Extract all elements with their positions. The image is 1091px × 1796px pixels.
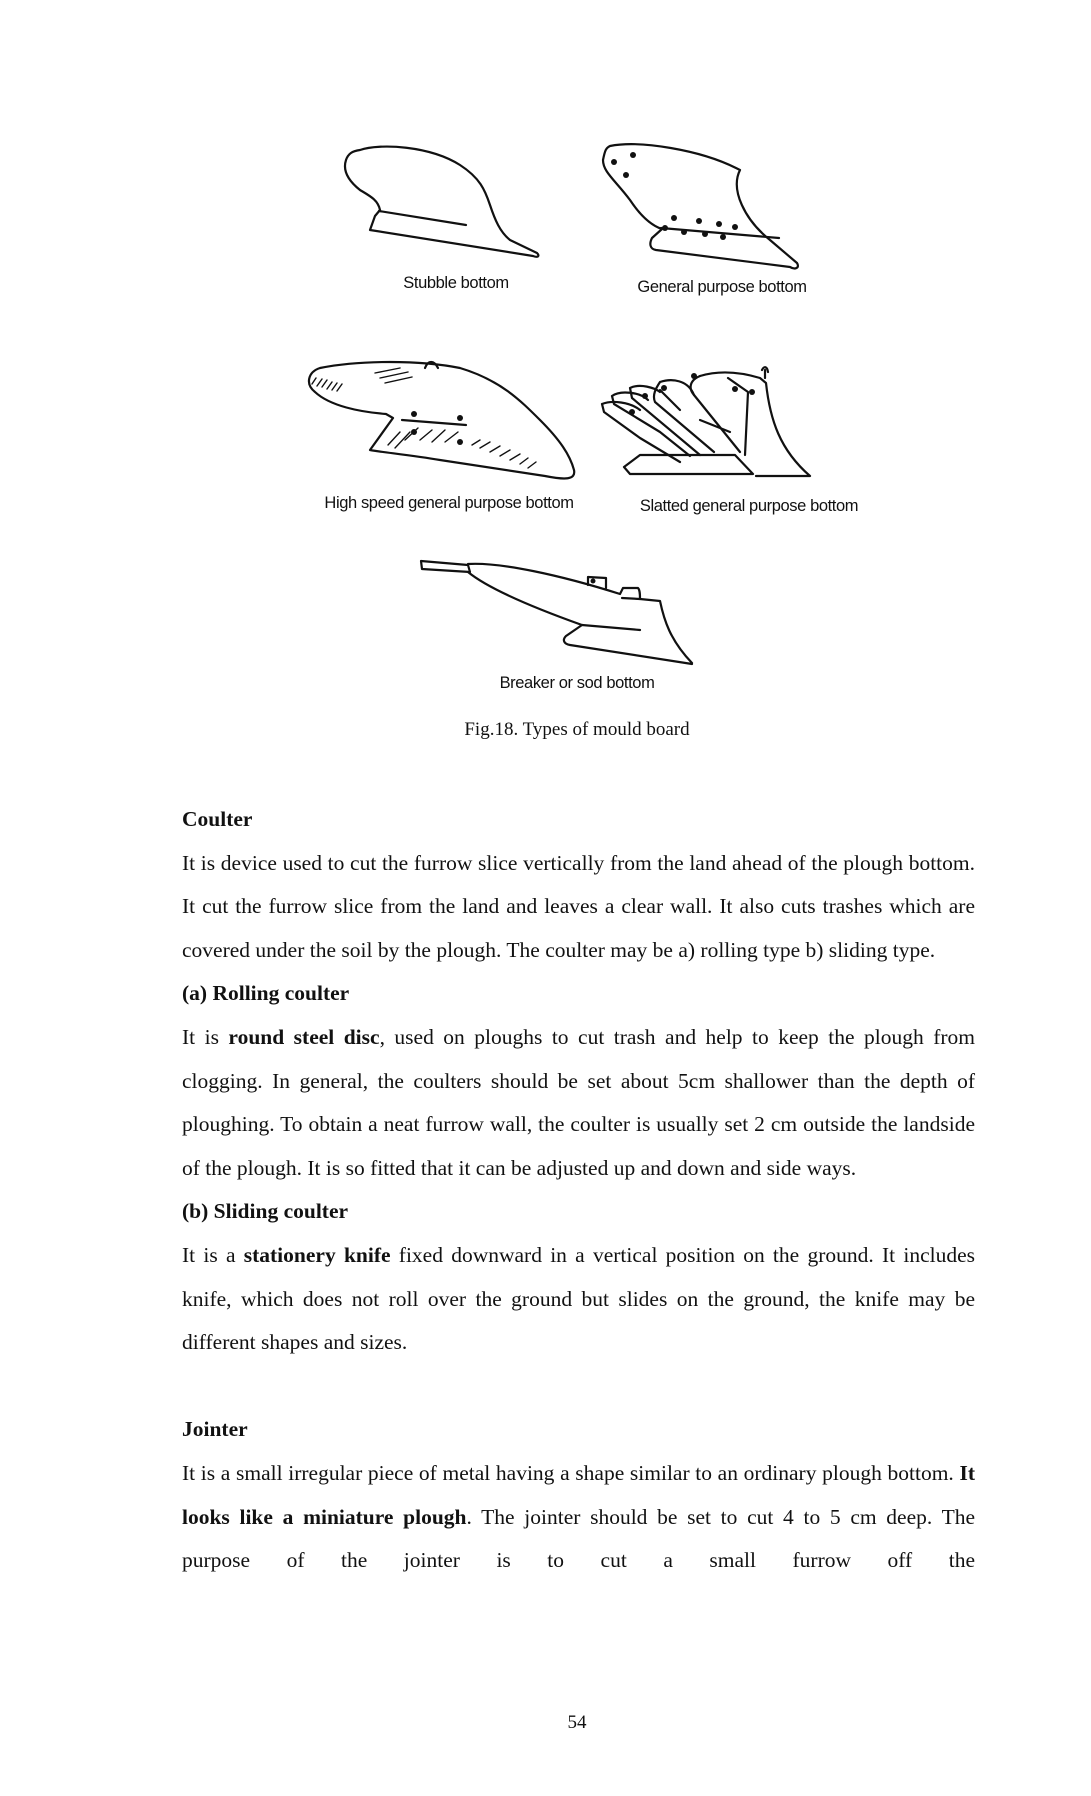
sliding-pre: It is a: [182, 1242, 244, 1267]
jointer-pre: It is a small irregular piece of metal having a shape similar to an ordinary plough bottom.: [182, 1460, 960, 1485]
rolling-bold: round steel disc: [228, 1024, 380, 1049]
page-number: 54: [567, 1712, 587, 1733]
slatted-bottom-drawing: [602, 367, 810, 476]
sliding-post: fixed downward in a vertical position on the ground. It includes knife, which does not roll over the ground but slides on the ground, the knife may be different shapes and sizes.: [182, 1242, 975, 1355]
rolling-post: , used on ploughs to cut trash and help to keep the plough from clogging. In general, the coulters should be set about 5cm shallower than the depth of ploughing. To obtain a neat furrow wall, the coulter is usually set 2 cm outside the landside of the plough. It is so fitted that it can be adjusted up and down and side ways.: [182, 1024, 976, 1180]
high-speed-bottom-drawing: [309, 362, 574, 478]
high-speed-bottom-label: High speed general purpose bottom: [324, 494, 574, 512]
sliding-coulter-heading: (b) Sliding coulter: [182, 1199, 349, 1224]
section-gap: [182, 1365, 975, 1409]
coulter-heading: Coulter: [182, 807, 253, 831]
coulter-paragraph: It is device used to cut the furrow slice vertically from the land ahead of the plough bottom. It cut the furrow slice from the land and leaves a clear wall. It also cuts trashes which are covered under the soil by the plough. The coulter may be a) rolling type b) sliding type.: [182, 850, 975, 962]
jointer-heading: Jointer: [182, 1417, 248, 1442]
breaker-bottom-drawing: [421, 561, 692, 664]
figure-caption: Fig.18. Types of mould board: [464, 719, 690, 740]
sliding-bold: stationery knife: [243, 1242, 391, 1267]
rolling-coulter-heading: (a) Rolling coulter: [182, 981, 350, 1006]
sliding-coulter-paragraph: [182, 1234, 975, 1365]
stubble-bottom-label: Stubble bottom: [403, 274, 509, 292]
stubble-bottom-drawing: [345, 147, 538, 257]
general-purpose-bottom-label: General purpose bottom: [637, 278, 807, 296]
jointer-post: . The jointer should be set to cut 4 to 5 cm deep. The purpose of the jointer is to cut a small furrow off the: [182, 1504, 975, 1573]
rolling-pre: It is: [182, 1024, 229, 1049]
body-text: [182, 798, 975, 1583]
mould-board-figure: [0, 0, 1091, 760]
breaker-bottom-label: Breaker or sod bottom: [499, 674, 655, 692]
slatted-bottom-label: Slatted general purpose bottom: [639, 497, 859, 515]
jointer-bold: It looks like a miniature plough: [182, 1460, 975, 1529]
rolling-coulter-paragraph: [182, 1016, 975, 1190]
general-purpose-bottom-drawing: [603, 144, 798, 268]
jointer-paragraph: [182, 1452, 975, 1583]
